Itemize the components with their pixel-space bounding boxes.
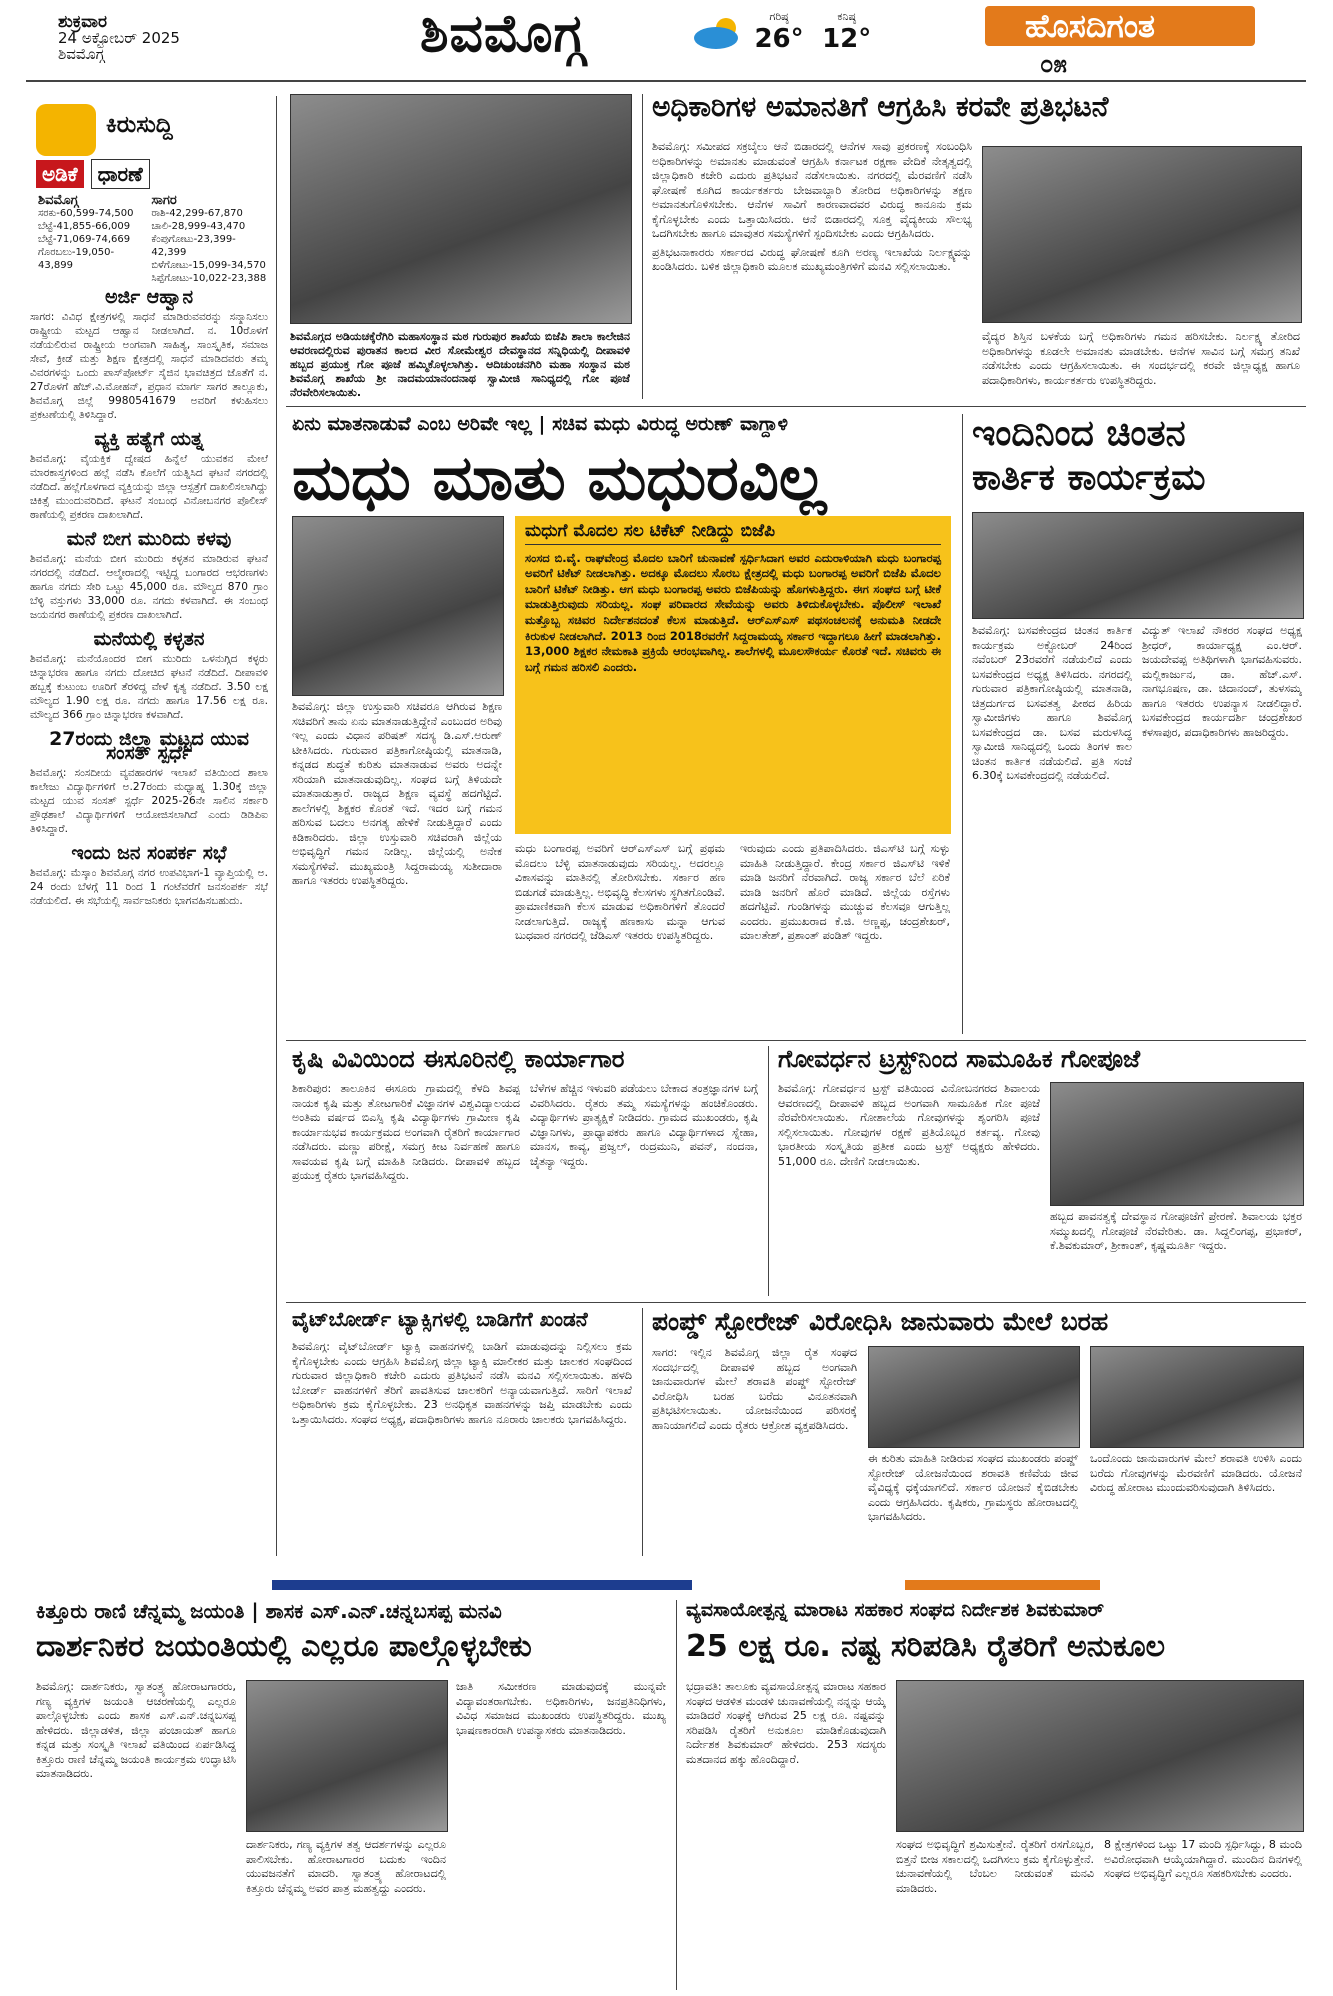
masthead-city: ಶಿವಮೊಗ್ಗ: [58, 45, 105, 63]
paper-name: ಹೊಸದಿಗಂತ: [985, 6, 1255, 46]
dharane-label: ಧಾರಣೆ: [91, 159, 150, 189]
vyavasaya-body-col1: ಭದ್ರಾವತಿ: ತಾಲೂಕು ವ್ಯವಸಾಯೋತ್ಪನ್ನ ಮಾರಾಟ ಸಹಕಾರ ಸಂಘದ ಆಡಳಿತ ಮಂಡಳಿ ಚುನಾವಣೆಯಲ್ಲಿ ನನ್ನನ್ನು ಆಯ್ಕೆ ಮಾಡಿದರೆ ಸಂಘಕ್ಕೆ ಆಗಿರುವ 25 ಲಕ್ಷ ರೂ. ನಷ್ಟವನ್ನು ಸರಿಪಡಿಸಿ ರೈತರಿಗೆ ಅನುಕೂಲ ಮಾಡಿಕೊಡುವುದಾಗಿ ನಿರ್ದೇಶಕ ಶಿವಕುಮಾರ್ ಹೇಳಿದರು. 253 ಸದಸ್ಯರು ಮತದಾನದ ಹಕ್ಕು ಹೊಂದಿದ್ದಾರೆ.: [686, 1680, 886, 1766]
brief-heading: ವ್ಯಕ್ತಿ ಹತ್ಯೆಗೆ ಯತ್ನ: [94, 428, 204, 450]
section-rule: [286, 406, 1306, 407]
pumped-headline: ಪಂಪ್ಡ್ ಸ್ಟೋರೇಜ್ ವಿರೋಧಿಸಿ ಜಾನುವಾರು ಮೇಲೆ ಬರಹ: [652, 1307, 1109, 1336]
price-row: ಕೆಂಪುಗೋಟು-23,399-42,399: [151, 234, 236, 258]
brief-heading: ಮನೆಯಲ್ಲಿ ಕಳ್ಳತನ: [93, 628, 205, 650]
chennamma-body-col2: ದಾರ್ಶನಿಕರು, ಗಣ್ಯ ವ್ಯಕ್ತಿಗಳ ತತ್ವ ಆದರ್ಶಗಳನ್ನು ಎಲ್ಲರೂ ಪಾಲಿಸಬೇಕು. ಹೋರಾಟಗಾರರ ಬದುಕು ಇಂದಿನ ಯುವಜನತೆಗೆ ಮಾದರಿ. ಸ್ವಾತಂತ್ರ್ಯ ಹೋರಾಟದಲ್ಲಿ ಕಿತ್ತೂರು ಚೆನ್ನಮ್ಮ ಅವರ ಪಾತ್ರ ಮಹತ್ವದ್ದು ಎಂದರು.: [246, 1838, 446, 1895]
col-rule: [962, 414, 963, 1034]
col-rule: [768, 1046, 769, 1296]
brief-text: ಶಿವಮೊಗ್ಗ: ಮನೆಯ ಬೀಗ ಮುರಿದು ಕಳ್ಳತನ ಮಾಡಿರುವ ಘಟನೆ ನಗರದಲ್ಲಿ ನಡೆದಿದೆ. ಆಲ್ಮೇರಾದಲ್ಲಿ ಇಟ್ಟಿದ್ದ ಬಂಗಾರದ ಆಭರಣಗಳು ಹಾಗೂ ನಗದು ಸೇರಿ ಒಟ್ಟು 45,000 ರೂ. ಮೌಲ್ಯದ 870 ಗ್ರಾಂ ಬೆಳ್ಳಿ ವಸ್ತುಗಳು 33,000 ರೂ. ನಗದು ಕಳವಾಗಿದೆ. ಈ ಸಂಬಂಧ ಜಯನಗರ ಠಾಣೆಯಲ್ಲಿ ಪ್ರಕರಣ ದಾಖಲಾಗಿದೆ.: [30, 553, 268, 621]
yellow-box-body: ಸಂಸದ ಬಿ.ವೈ. ರಾಘವೇಂದ್ರ ಮೊದಲ ಬಾರಿಗೆ ಚುನಾವಣೆ ಸ್ಪರ್ಧಿಸಿದಾಗ ಅವರ ಎದುರಾಳಿಯಾಗಿ ಮಧು ಬಂಗಾರಪ್ಪ ಅವರಿಗೆ ಟಿಕೆಟ್ ನೀಡಲಾಗಿತ್ತು. ಅದಕ್ಕೂ ಮೊದಲು ಸೊರಬ ಕ್ಷೇತ್ರದಲ್ಲಿ ಮಧು ಬಂಗಾರಪ್ಪ ಅವರಿಗೆ ಬಿಜೆಪಿ ಮೊದಲ ಬಾರಿಗೆ ಟಿಕೆಟ್ ನೀಡಿತ್ತು. ಆಗ ಮಧು ಬಂಗಾರಪ್ಪ ಅವರು ಬಿಜೆಪಿಯನ್ನು ಹೊಗಳುತ್ತಿದ್ದರು. ಈಗ ಸಂಘದ ಬಗ್ಗೆ ಟೀಕೆ ಮಾಡುತ್ತಿರುವುದು ಸರಿಯಲ್ಲ. ಸಂಘ ಪರಿವಾರದ ಸೇವೆಯನ್ನು ಅವರು ತಿಳಿದುಕೊಳ್ಳಬೇಕು. ಪೊಲೀಸ್ ಇಲಾಖೆ ಮತ್ತೊಬ್ಬ ಸಚಿವರ ನಿರ್ದೇಶನದಂತೆ ಕೆಲಸ ಮಾಡುತ್ತಿದೆ. ಆರ್‌ಎಸ್‌ಎಸ್ ಪಥಸಂಚಲನಕ್ಕೆ ಅನುಮತಿ ನೀಡದೇ ಕಿರುಕುಳ ನೀಡಲಾಗಿದೆ. 2013 ರಿಂದ 2018ರವರೆಗೆ ಸಿದ್ದರಾಮಯ್ಯ ಸರ್ಕಾರ ಇದ್ದಾಗಲೂ ಹೀಗೆ ಮಾಡಲಾಗಿತ್ತು. 13,000 ಶಿಕ್ಷಕರ ನೇಮಕಾತಿ ಪ್ರಕ್ರಿಯೆ ಆರಂಭವಾಗಿಲ್ಲ. ಶಾಲೆಗಳಲ್ಲಿ ಮೂಲಸೌಕರ್ಯ ಕೊರತೆ ಇದೆ. ಸಚಿವರು ಈ ಬಗ್ಗೆ ಗಮನ ಹರಿಸಲಿ ಎಂದರು.: [525, 550, 941, 674]
page-number: ೦೫: [1040, 50, 1067, 78]
go-puja-caption: ಶಿವಮೊಗ್ಗದ ಅಡಿಯಚಕ್ಕೆರೆಗಿರಿ ಮಹಾಸಂಸ್ಥಾನ ಮಠ ಗುರುಪುರ ಶಾಖೆಯ ಬಿಜೆಪಿ ಶಾಲಾ ಕಾಲೇಜಿನ ಆವರಣದಲ್ಲಿರುವ ಪುರಾತನ ಕಾಲದ ವೀರ ಸೋಮೇಶ್ವರ ದೇವಸ್ಥಾನದ ಸನ್ನಿಧಿಯಲ್ಲಿ ದೀಪಾವಳಿ ಹಬ್ಬದ ಪ್ರಯುಕ್ತ ಗೋ ಪೂಜೆ ಹಮ್ಮಿಕೊಳ್ಳಲಾಗಿತ್ತು. ಆದಿಚುಂಚನಗಿರಿ ಮಹಾ ಸಂಸ್ಥಾನ ಮಠ ಶಿವಮೊಗ್ಗ ಶಾಖೆಯ ಶ್ರೀ ನಾದಮಯಾನಂದನಾಥ ಸ್ವಾಮೀಜಿ ಸಾನಿಧ್ಯದಲ್ಲಿ ಗೋ ಪೂಜೆ ನೆರವೇರಿಸಲಾಯಿತು.: [290, 330, 630, 399]
agraha-headline: ಅಧಿಕಾರಿಗಳ ಅಮಾನತಿಗೆ ಆಗ್ರಹಿಸಿ ಕರವೇ ಪ್ರತಿಭಟನೆ: [652, 90, 1109, 123]
price-row: ರಾಶಿ-42,299-67,870: [151, 208, 243, 219]
jayanti-photo: [246, 1680, 448, 1832]
cow-photo-2: [1090, 1346, 1304, 1448]
kirusuddi-label: ಕಿರುಸುದ್ದಿ: [106, 112, 173, 138]
sidebar-rule: [276, 96, 277, 1556]
brief-text: ಶಿವಮೊಗ್ಗ: ವೈಯಕ್ತಿಕ ದ್ವೇಷದ ಹಿನ್ನೆಲೆ ಯುವಕನ ಮೇಲೆ ಮಾರಕಾಸ್ತ್ರಗಳಿಂದ ಹಲ್ಲೆ ನಡೆಸಿ ಕೊಲೆಗೆ ಯತ್ನಿಸಿದ ಘಟನೆ ನಗರದಲ್ಲಿ ನಡೆದಿದೆ. ಹಲ್ಲೆಗೊಳಗಾದ ವ್ಯಕ್ತಿಯನ್ನು ಜಿಲ್ಲಾ ಆಸ್ಪತ್ರೆಗೆ ದಾಖಲಿಸಲಾಗಿದ್ದು ಚಿಕಿತ್ಸೆ ಮುಂದುವರಿದಿದೆ. ಘಟನೆ ಸಂಬಂಧ ವಿನೋಬನಗರ ಪೊಲೀಸ್ ಠಾಣೆಯಲ್ಲಿ ಪ್ರಕರಣ ದಾಖಲಾಗಿದೆ.: [30, 453, 268, 521]
brief-heading: 27ರಂದು ಜಿಲ್ಲಾ ಮಟ್ಟದ ಯುವ ಸಂಸತ್ ಸ್ಪರ್ಧೆ: [49, 728, 249, 764]
election-photo: [896, 1680, 1304, 1832]
market-shivamogga: ಶಿವಮೊಗ್ಗ: [38, 193, 79, 208]
arecanut-prices: [36, 194, 271, 285]
max-temp-label: ಗರಿಷ್ಠ: [769, 10, 789, 23]
govardhana-body: ಶಿವಮೊಗ್ಗ: ಗೋವರ್ಧನ ಟ್ರಸ್ಟ್ ವತಿಯಿಂದ ವಿನೋಬನಗರದ ಶಿವಾಲಯ ಆವರಣದಲ್ಲಿ ದೀಪಾವಳಿ ಹಬ್ಬದ ಅಂಗವಾಗಿ ಸಾಮೂಹಿಕ ಗೋ ಪೂಜೆ ನೆರವೇರಿಸಲಾಯಿತು. ಗೋಶಾಲೆಯ ಗೋವುಗಳನ್ನು ಶೃಂಗರಿಸಿ ಪೂಜೆ ಸಲ್ಲಿಸಲಾಯಿತು. ಗೋವುಗಳ ರಕ್ಷಣೆ ಪ್ರತಿಯೊಬ್ಬರ ಕರ್ತವ್ಯ. ಗೋವು ಭಾರತೀಯ ಸಂಸ್ಕೃತಿಯ ಪ್ರತೀಕ ಎಂದು ಟ್ರಸ್ಟ್ ಅಧ್ಯಕ್ಷರು ಹೇಳಿದರು. 51,000 ರೂ. ದೇಣಿಗೆ ನೀಡಲಾಯಿತು.: [778, 1082, 1040, 1168]
vyavasaya-body-col2: ಸಂಘದ ಅಭಿವೃದ್ಧಿಗೆ ಶ್ರಮಿಸುತ್ತೇನೆ. ರೈತರಿಗೆ ರಸಗೊಬ್ಬರ, ಬಿತ್ತನೆ ಬೀಜ ಸಕಾಲದಲ್ಲಿ ಒದಗಿಸಲು ಕ್ರಮ ಕೈಗೊಳ್ಳುತ್ತೇನೆ. ಚುನಾವಣೆಯಲ್ಲಿ ಬೆಂಬಲ ನೀಡುವಂತೆ ಮನವಿ ಮಾಡಿದರು.: [896, 1838, 1094, 1895]
lead-kicker: ಏನು ಮಾತನಾಡುವೆ ಎಂಬ ಅರಿವೇ ಇಲ್ಲ | ಸಚಿವ ಮಧು ವಿರುದ್ಧ ಅರುಣ್ ವಾಗ್ದಾಳಿ: [292, 413, 788, 435]
vyavasaya-body-col3: 8 ಕ್ಷೇತ್ರಗಳಿಂದ ಒಟ್ಟು 17 ಮಂದಿ ಸ್ಪರ್ಧಿಸಿದ್ದು, 8 ಮಂದಿ ಅವಿರೋಧವಾಗಿ ಆಯ್ಕೆಯಾಗಿದ್ದಾರೆ. ಮುಂದಿನ ದಿನಗಳಲ್ಲಿ ಸಂಘದ ಅಭಿವೃದ್ಧಿಗೆ ಎಲ್ಲರೂ ಸಹಕರಿಸಬೇಕು ಎಂದರು.: [1104, 1838, 1302, 1880]
adike-label: ಅಡಿಕೆ: [36, 160, 84, 188]
price-row: ಸಿಪ್ಪೆಗೋಟು-10,022-23,388: [151, 273, 267, 284]
chennamma-body-col3: ಜಾತಿ ಸಮೀಕರಣ ಮಾಡುವುದಕ್ಕೆ ಮುನ್ನವೇ ವಿದ್ಯಾವಂತರಾಗಬೇಕು. ಅಧಿಕಾರಿಗಳು, ಜನಪ್ರತಿನಿಧಿಗಳು, ವಿವಿಧ ಸಮಾಜದ ಮುಖಂಡರು ಉಪಸ್ಥಿತರಿದ್ದರು. ಮುಖ್ಯ ಭಾಷಣಕಾರರಾಗಿ ಉಪನ್ಯಾಸಕರು ಮಾತನಾಡಿದರು.: [456, 1680, 666, 1737]
gopuja-photo: [1050, 1082, 1304, 1206]
price-row: ಸರಕು-60,599-74,500: [38, 208, 134, 219]
lead-headline: ಮಧು ಮಾತು ಮಧುರವಿಲ್ಲ: [292, 441, 827, 514]
section-bar-orange: [905, 1580, 1100, 1590]
yellow-sidebar-box: [515, 516, 951, 834]
vyavasaya-headline: 25 ಲಕ್ಷ ರೂ. ನಷ್ಟ ಸರಿಪಡಿಸಿ ರೈತರಿಗೆ ಅನುಕೂಲ: [686, 1629, 1166, 1664]
brief-heading: ಮನೆ ಬೀಗ ಮುರಿದು ಕಳವು: [66, 528, 232, 550]
pumped-body-col1: ಸಾಗರ: ಇಲ್ಲಿನ ಶಿವಮೊಗ್ಗ ಜಿಲ್ಲಾ ರೈತ ಸಂಘದ ಸಂದರ್ಭದಲ್ಲಿ ದೀಪಾವಳಿ ಹಬ್ಬದ ಅಂಗವಾಗಿ ಜಾನುವಾರುಗಳ ಮೇಲೆ ಶರಾವತಿ ಪಂಪ್ಡ್ ಸ್ಟೋರೇಜ್ ವಿರೋಧಿಸಿ ಬರಹ ಬರೆದು ವಿನೂತನವಾಗಿ ಪ್ರತಿಭಟಿಸಲಾಯಿತು. ಯೋಜನೆಯಿಂದ ಪರಿಸರಕ್ಕೆ ಹಾನಿಯಾಗಲಿದೆ ಎಂದು ರೈತರು ಆಕ್ರೋಶ ವ್ಯಕ್ತಪಡಿಸಿದರು.: [652, 1346, 857, 1432]
brief-text: ಸಾಗರ: ವಿವಿಧ ಕ್ಷೇತ್ರಗಳಲ್ಲಿ ಸಾಧನೆ ಮಾಡಿರುವವರನ್ನು ಸನ್ಮಾನಿಸಲು ರಾಷ್ಟ್ರೀಯ ಮಟ್ಟದ ಆಹ್ವಾನ ನೀಡಲಾಗಿದೆ. ನ. 10ರೊಳಗೆ ನಡೆಯಲಿರುವ ರಾಷ್ಟ್ರೀಯ ಅಂಗವಾಗಿ ಸಾಹಿತ್ಯ, ಸಾಂಸ್ಕೃತಿಕ, ಸಮಾಜ ಸೇವೆ, ಕ್ರೀಡೆ ಮತ್ತು ಶಿಕ್ಷಣ ಕ್ಷೇತ್ರದಲ್ಲಿ ಸಾಧನೆ ಮಾಡಿದವರು ತಮ್ಮ ವಿವರಗಳನ್ನು ಒಂದು ಪಾಸ್‌ಪೋರ್ಟ್ ಸೈಜಿನ ಭಾವಚಿತ್ರದ ಜೊತೆಗೆ ನ. 27ರೊಳಗೆ ಹೆಚ್.ವಿ.ಮೋಹನ್, ಪ್ರಧಾನ ಮಾರ್ಗ ಸಾಗರ ತಾಲ್ಲೂಕು, ಶಿವಮೊಗ್ಗ ಜಿಲ್ಲೆ 9980541679 ಅವರಿಗೆ ಕಳುಹಿಸಲು ಪ್ರಕಟಣೆಯಲ್ಲಿ ತಿಳಿಸಿದ್ದಾರೆ.: [30, 311, 268, 421]
lead-body-col1: ಶಿವಮೊಗ್ಗ: ಜಿಲ್ಲಾ ಉಸ್ತುವಾರಿ ಸಚಿವರೂ ಆಗಿರುವ ಶಿಕ್ಷಣ ಸಚಿವರಿಗೆ ತಾನು ಏನು ಮಾತನಾಡುತ್ತಿದ್ದೇನೆ ಎಂಬುದರ ಅರಿವು ಇಲ್ಲ ಎಂದು ವಿಧಾನ ಪರಿಷತ್ ಸದಸ್ಯ ಡಿ.ಎಸ್.ಅರುಣ್ ಟೀಕಿಸಿದರು. ಗುರುವಾರ ಪತ್ರಿಕಾಗೋಷ್ಠಿಯಲ್ಲಿ ಮಾತನಾಡಿ, ಕನ್ನಡದ ಶುದ್ಧತೆ ಕುರಿತು ಮಾತನಾಡುವ ಅವರು ಅದನ್ನೇ ಸರಿಯಾಗಿ ಮಾತನಾಡುವುದಿಲ್ಲ. ಸಂಘದ ಬಗ್ಗೆ ತಿಳಿಯದೇ ಮಾತನಾಡುತ್ತಾರೆ. ರಾಜ್ಯದ ಶಿಕ್ಷಣ ವ್ಯವಸ್ಥೆ ಹದಗೆಟ್ಟಿದೆ. ಶಾಲೆಗಳಲ್ಲಿ ಶಿಕ್ಷಕರ ಕೊರತೆ ಇದೆ. ಇದರ ಬಗ್ಗೆ ಗಮನ ಹರಿಸುವ ಬದಲು ಅನಗತ್ಯ ಹೇಳಿಕೆ ನೀಡುತ್ತಿದ್ದಾರೆ ಎಂದು ಕಿಡಿಕಾರಿದರು. ಜಿಲ್ಲಾ ಉಸ್ತುವಾರಿ ಸಚಿವರಾಗಿ ಜಿಲ್ಲೆಯ ಅಭಿವೃದ್ಧಿಗೆ ಗಮನ ನೀಡಿಲ್ಲ. ಜಿಲ್ಲೆಯಲ್ಲಿ ಅನೇಕ ಸಮಸ್ಯೆಗಳಿವೆ. ಮುಖ್ಯಮಂತ್ರಿ ಸಿದ್ದರಾಮಯ್ಯ ಸುಶೀದಾರಾ ಹಾಗೂ ಇತರರು ಉಪಸ್ಥಿತರಿದ್ದರು.: [292, 700, 502, 887]
price-row: ಗೊರಬಲು-19,050-43,899: [38, 247, 115, 271]
section-rule: [286, 1302, 1306, 1303]
pumped-body-col3: ಒಂದೊಂದು ಜಾನುವಾರುಗಳ ಮೇಲೆ ಶರಾವತಿ ಉಳಿಸಿ ಎಂದು ಬರೆದು ಗೋವುಗಳನ್ನು ಮೆರವಣಿಗೆ ಮಾಡಿದರು. ಯೋಜನೆ ವಿರುದ್ಧ ಹೋರಾಟ ಮುಂದುವರಿಸುವುದಾಗಿ ತಿಳಿಸಿದರು.: [1090, 1452, 1302, 1494]
agraha-text: ಶಿವಮೊಗ್ಗ: ಸಮೀಪದ ಸಕ್ರಬೈಲು ಆನೆ ಬಿಡಾರದಲ್ಲಿ ಆನೆಗಳ ಸಾವು ಪ್ರಕರಣಕ್ಕೆ ಸಂಬಂಧಿಸಿ ಅಧಿಕಾರಿಗಳನ್ನು ಅಮಾನತು ಮಾಡುವಂತೆ ಆಗ್ರಹಿಸಿ ಕರ್ನಾಟಕ ರಕ್ಷಣಾ ವೇದಿಕೆ ನೇತೃತ್ವದಲ್ಲಿ ಜಿಲ್ಲಾಧಿಕಾರಿ ಕಚೇರಿ ಎದುರು ಪ್ರತಿಭಟನೆ ನಡೆಸಲಾಯಿತು. ನಗರದಲ್ಲಿ ಮೆರವಣಿಗೆ ನಡೆಸಿ ಘೋಷಣೆ ಕೂಗಿದ ಕಾರ್ಯಕರ್ತರು ಬೇಜವಾಬ್ದಾರಿ ತೋರಿದ ಅಧಿಕಾರಿಗಳನ್ನು ತಕ್ಷಣ ಅಮಾನತುಗೊಳಿಸಬೇಕು. ಆನೆಗಳ ಸಾವಿಗೆ ಕಾರಣವಾದವರ ವಿರುದ್ಧ ಕಾನೂನು ಕ್ರಮ ಕೈಗೊಳ್ಳಬೇಕು ಎಂದು ಒತ್ತಾಯಿಸಿದರು. ಆನೆ ಬಿಡಾರದಲ್ಲಿ ಸೂಕ್ತ ವೈದ್ಯಕೀಯ ಸೌಲಭ್ಯ ಒದಗಿಸಬೇಕು ಹಾಗೂ ಮಾವುತರ ಸಮಸ್ಯೆಗಳಿಗೆ ಸ್ಪಂದಿಸಬೇಕು ಎಂದು ಆಗ್ರಹಿಸಿದರು.: [652, 140, 972, 240]
agraha-text-2: ಪ್ರತಿಭಟನಾಕಾರರು ಸರ್ಕಾರದ ವಿರುದ್ಧ ಘೋಷಣೆ ಕೂಗಿ ಅರಣ್ಯ ಇಲಾಖೆಯ ನಿರ್ಲಕ್ಷ್ಯವನ್ನು ಖಂಡಿಸಿದರು. ಬಳಿಕ ಜಿಲ್ಲಾಧಿಕಾರಿ ಮೂಲಕ ಮುಖ್ಯಮಂತ್ರಿಗಳಿಗೆ ಮನವಿ ಸಲ್ಲಿಸಲಾಯಿತು.: [652, 245, 972, 273]
masthead-date: 24 ಅಕ್ಟೋಬರ್ 2025: [58, 29, 180, 47]
masthead-day: ಶುಕ್ರವಾರ: [58, 12, 107, 32]
pointing-hand-icon: [36, 104, 96, 156]
masthead-date-block: [58, 14, 180, 62]
pumped-body-col2: ಈ ಕುರಿತು ಮಾಹಿತಿ ನೀಡಿರುವ ಸಂಘದ ಮುಖಂಡರು ಪಂಪ್ಡ್ ಸ್ಟೋರೇಜ್ ಯೋಜನೆಯಿಂದ ಶರಾವತಿ ಕಣಿವೆಯ ಜೀವ ವೈವಿಧ್ಯಕ್ಕೆ ಧಕ್ಕೆಯಾಗಲಿದೆ. ಸರ್ಕಾರ ಯೋಜನೆ ಕೈಬಿಡಬೇಕು ಎಂದು ಆಗ್ರಹಿಸಿದರು. ಕೃಷಿಕರು, ಗ್ರಾಮಸ್ಥರು ಹೋರಾಟದಲ್ಲಿ ಭಾಗವಹಿಸಿದರು.: [868, 1452, 1078, 1523]
lead-body-col3: ಇರುವುದು ಎಂದು ಪ್ರತಿಪಾದಿಸಿದರು. ಜಿಎಸ್‌ಟಿ ಬಗ್ಗೆ ಸುಳ್ಳು ಮಾಹಿತಿ ನೀಡುತ್ತಿದ್ದಾರೆ. ಕೇಂದ್ರ ಸರ್ಕಾರ ಜಿಎಸ್‌ಟಿ ಇಳಿಕೆ ಮಾಡಿ ಜನರಿಗೆ ನೆರವಾಗಿದೆ. ರಾಜ್ಯ ಸರ್ಕಾರ ಬೆಲೆ ಏರಿಕೆ ಮಾಡಿ ಜನರಿಗೆ ಹೊರೆ ಮಾಡಿದೆ. ಜಿಲ್ಲೆಯ ರಸ್ತೆಗಳು ಹದಗೆಟ್ಟಿವೆ. ಗುಂಡಿಗಳನ್ನು ಮುಚ್ಚುವ ಕೆಲಸವೂ ಆಗುತ್ತಿಲ್ಲ ಎಂದರು. ಪ್ರಮುಖರಾದ ಕೆ.ಜಿ. ಅಣ್ಣಪ್ಪ, ಚಂದ್ರಶೇಖರ್, ಮಾಲತೇಶ್, ಪ್ರಶಾಂತ್ ಪಂಡಿತ್ ಇದ್ದರು.: [740, 842, 950, 942]
price-row: ಬೆಟ್ಟೆ-71,069-74,669: [38, 234, 131, 245]
chintana-photo: [972, 512, 1304, 619]
cloud-sun-icon: [690, 14, 746, 50]
chennamma-body-col1: ಶಿವಮೊಗ್ಗ: ದಾರ್ಶನಿಕರು, ಸ್ವಾತಂತ್ರ್ಯ ಹೋರಾಟಗಾರರು, ಗಣ್ಯ ವ್ಯಕ್ತಿಗಳ ಜಯಂತಿ ಆಚರಣೆಯಲ್ಲಿ ಎಲ್ಲರೂ ಪಾಲ್ಗೊಳ್ಳಬೇಕು ಎಂದು ಶಾಸಕ ಎಸ್.ಎನ್.ಚನ್ನಬಸಪ್ಪ ಹೇಳಿದರು. ಜಿಲ್ಲಾಡಳಿತ, ಜಿಲ್ಲಾ ಪಂಚಾಯತ್ ಹಾಗೂ ಕನ್ನಡ ಮತ್ತು ಸಂಸ್ಕೃತಿ ಇಲಾಖೆ ವತಿಯಿಂದ ಏರ್ಪಡಿಸಿದ್ದ ಕಿತ್ತೂರು ರಾಣಿ ಚೆನ್ನಮ್ಮ ಜಯಂತಿ ಕಾರ್ಯಕ್ರಮ ಉದ್ಘಾಟಿಸಿ ಮಾತನಾಡಿದರು.: [36, 1680, 236, 1780]
brief-heading: ಅರ್ಜಿ ಆಹ್ವಾನ: [104, 290, 194, 308]
col-rule: [642, 1308, 643, 1556]
masthead-title: ಶಿವಮೊಗ್ಗ: [420, 4, 586, 64]
paper-logo: [985, 6, 1255, 78]
market-sagara: ಸಾಗರ: [151, 193, 177, 208]
govardhana-caption: ಹಬ್ಬದ ಪಾವನತ್ವಕ್ಕೆ ದೇವಸ್ಥಾನ ಗೋಪೂಜೆಗೆ ಪ್ರೇರಣೆ. ಶಿವಾಲಯ ಭಕ್ತರ ಸಮ್ಮುಖದಲ್ಲಿ ಗೋಪೂಜೆ ನೆರವೇರಿತು. ಡಾ. ಸಿದ್ದಲಿಂಗಪ್ಪ, ಪ್ರಭಾಕರ್, ಕೆ.ಶಿವಕುಮಾರ್, ಶ್ರೀಕಾಂತ್, ಕೃಷ್ಣಮೂರ್ತಿ ಇದ್ದರು.: [1050, 1210, 1302, 1252]
whiteboard-body: ಶಿವಮೊಗ್ಗ: ವೈಟ್‌ಬೋರ್ಡ್ ಟ್ಯಾಕ್ಸಿ ವಾಹನಗಳಲ್ಲಿ ಬಾಡಿಗೆ ಮಾಡುವುದನ್ನು ನಿಲ್ಲಿಸಲು ಕ್ರಮ ಕೈಗೊಳ್ಳಬೇಕು ಎಂದು ಆಗ್ರಹಿಸಿ ಶಿವಮೊಗ್ಗ ಜಿಲ್ಲಾ ಟ್ಯಾಕ್ಸಿ ಮಾಲೀಕರ ಮತ್ತು ಚಾಲಕರ ಸಂಘದಿಂದ ಗುರುವಾರ ಜಿಲ್ಲಾಧಿಕಾರಿ ಕಚೇರಿ ಎದುರು ಪ್ರತಿಭಟನೆ ನಡೆಸಿ ಮನವಿ ಸಲ್ಲಿಸಲಾಯಿತು. ಹಳದಿ ಬೋರ್ಡ್ ವಾಹನಗಳಿಗೆ ತೆರಿಗೆ ಪಾವತಿಸುವ ಚಾಲಕರಿಗೆ ಅನ್ಯಾಯವಾಗುತ್ತಿದೆ. ಸಾರಿಗೆ ಇಲಾಖೆ ಅಧಿಕಾರಿಗಳು ಕ್ರಮ ಕೈಗೊಳ್ಳಬೇಕು. 23 ಅನಧಿಕೃತ ವಾಹನಗಳನ್ನು ಜಪ್ತಿ ಮಾಡಬೇಕು ಎಂದು ಒತ್ತಾಯಿಸಿದರು. ಸಂಘದ ಅಧ್ಯಕ್ಷ, ಪದಾಧಿಕಾರಿಗಳು ಹಾಗೂ ನೂರಾರು ಚಾಲಕರು ಭಾಗವಹಿಸಿದ್ದರು.: [292, 1340, 632, 1426]
lead-body-col2: ಮಧು ಬಂಗಾರಪ್ಪ ಅವರಿಗೆ ಆರ್‌ಎಸ್‌ಎಸ್ ಬಗ್ಗೆ ಪ್ರಥಮ ಮೊದಲು ಬೆಳ್ಳಿ ಮಾತನಾಡುವುದು ಸರಿಯಲ್ಲ. ಅದರಲ್ಲೂ ವಿಕಾಸವನ್ನು ಮಾತಿನಲ್ಲಿ ತೋರಿಸಬೇಕು. ಸರ್ಕಾರ ಹಣ ಬಿಡುಗಡೆ ಮಾಡುತ್ತಿಲ್ಲ. ಅಭಿವೃದ್ಧಿ ಕೆಲಸಗಳು ಸ್ಥಗಿತಗೊಂಡಿವೆ. ಪ್ರಾಮಾಣಿಕವಾಗಿ ಕೆಲಸ ಮಾಡುವ ಅಧಿಕಾರಿಗಳಿಗೆ ತೊಂದರೆ ನೀಡಲಾಗುತ್ತಿದೆ. ರಾಜ್ಯಕ್ಕೆ ಹಣಕಾಸು ಮನ್ನಾ ಆಗುವ ಬುಧವಾರ ನಗರದಲ್ಲಿ ಜೆಡಿಎಸ್ ಇತರರು ಉಪಸ್ಥಿತರಿದ್ದರು.: [515, 842, 725, 942]
brief-text: ಶಿವಮೊಗ್ಗ: ಮೆಸ್ಕಾಂ ಶಿವಮೊಗ್ಗ ನಗರ ಉಪವಿಭಾಗ-1 ವ್ಯಾಪ್ತಿಯಲ್ಲಿ ಅ. 24 ರಂದು ಬೆಳಗ್ಗೆ 11 ರಿಂದ 1 ಗಂಟೆವರೆಗೆ ಜನಸಂಪರ್ಕ ಸಭೆ ನಡೆಯಲಿದೆ. ಈ ಸಭೆಯಲ್ಲಿ ಸಾರ್ವಜನಿಕರು ಭಾಗವಹಿಸಬಹುದು.: [30, 867, 268, 907]
kirusuddi-banner: [36, 104, 251, 154]
price-row: ಬಿಳೆಗೋಟು-15,099-34,570: [151, 260, 266, 271]
vyavasaya-kicker: ವ್ಯವಸಾಯೋತ್ಪನ್ನ ಮಾರಾಟ ಸಹಕಾರ ಸಂಘದ ನಿರ್ದೇಶಕ ಶಿವಕುಮಾರ್: [686, 1599, 1105, 1621]
chintana-body-col1: ಶಿವಮೊಗ್ಗ: ಬಸವಕೇಂದ್ರದ ಚಿಂತನ ಕಾರ್ತಿಕ ಕಾರ್ಯಕ್ರಮ ಅಕ್ಟೋಬರ್ 24ರಿಂದ ನವೆಂಬರ್ 23ರವರೆಗೆ ನಡೆಯಲಿದೆ ಎಂದು ಬಸವಕೇಂದ್ರದ ಅಧ್ಯಕ್ಷ ತಿಳಿಸಿದರು. ನಗರದಲ್ಲಿ ಗುರುವಾರ ಪತ್ರಿಕಾಗೋಷ್ಠಿಯಲ್ಲಿ ಮಾತನಾಡಿ, ಚಿತ್ರದುರ್ಗದ ಬಸವತತ್ವ ಪೀಠದ ಹಿರಿಯ ಸ್ವಾಮೀಜಿಗಳು ಹಾಗೂ ಶಿವಮೊಗ್ಗ ಬಸವಕೇಂದ್ರದ ಡಾ. ಬಸವ ಮರುಳಸಿದ್ಧ ಸ್ವಾಮೀಜಿ ಸಾನಿಧ್ಯದಲ್ಲಿ ಒಂದು ತಿಂಗಳ ಕಾಲ ಚಿಂತನ ಕಾರ್ತಿಕ ನಡೆಯಲಿದೆ. ಪ್ರತಿ ಸಂಜೆ 6.30ಕ್ಕೆ ಬಸವಕೇಂದ್ರದಲ್ಲಿ ನಡೆಯಲಿದೆ.: [972, 624, 1132, 782]
chintana-body-col2: ವಿದ್ಯುತ್ ಇಲಾಖೆ ನೌಕರರ ಸಂಘದ ಅಧ್ಯಕ್ಷ ಶ್ರೀಧರ್, ಕಾರ್ಯಾಧ್ಯಕ್ಷ ಎಂ.ಆರ್. ಜಯದೇವಪ್ಪ ಅತಿಥಿಗಳಾಗಿ ಭಾಗವಹಿಸುವರು. ಮಲ್ಲಿಕಾರ್ಜುನ, ಡಾ. ಹೆಚ್.ಎಸ್. ನಾಗಭೂಷಣ, ಡಾ. ಚಿದಾನಂದ್, ತುಳಸಮ್ಮ ಹಾಗೂ ಇತರರು ಉಪನ್ಯಾಸ ನೀಡಲಿದ್ದಾರೆ. ಬಸವಕೇಂದ್ರದ ಕಾರ್ಯದರ್ಶಿ ಚಂದ್ರಶೇಖರ ಕಳಸಾಪುರ, ಪದಾಧಿಕಾರಿಗಳು ಹಾಜರಿದ್ದರು.: [1142, 624, 1302, 739]
cow-photo-1: [868, 1346, 1080, 1448]
brief-heading: ಇಂದು ಜನ ಸಂಪರ್ಕ ಸಭೆ: [71, 842, 227, 864]
sidebar-briefs: [30, 290, 268, 1552]
section-rule: [286, 1040, 1306, 1041]
masthead-rule: [26, 80, 1306, 82]
brief-text: ಶಿವಮೊಗ್ಗ: ಸಂಸದೀಯ ವ್ಯವಹಾರಗಳ ಇಲಾಖೆ ವತಿಯಿಂದ ಶಾಲಾ ಕಾಲೇಜು ವಿದ್ಯಾರ್ಥಿಗಳಿಗೆ ಅ.27ರಂದು ಮಧ್ಯಾಹ್ನ 1.30ಕ್ಕೆ ಜಿಲ್ಲಾ ಮಟ್ಟದ ಯುವ ಸಂಸತ್ ಸ್ಪರ್ಧೆ 2025-26ನೇ ಸಾಲಿನ ಸರ್ಕಾರಿ ಪ್ರೌಢಶಾಲೆ ವಿದ್ಯಾರ್ಥಿಗಳಿಗೆ ಆಯೋಜಿಸಲಾಗಿದೆ ಎಂದು ಡಿಡಿಪಿಐ ತಿಳಿಸಿದ್ದಾರೆ.: [30, 767, 268, 835]
protest-photo: [982, 146, 1302, 323]
chennamma-headline: ದಾರ್ಶನಿಕರ ಜಯಂತಿಯಲ್ಲಿ ಎಲ್ಲರೂ ಪಾಲ್ಗೊಳ್ಳಬೇಕು: [36, 1629, 532, 1664]
go-puja-photo: [290, 94, 632, 324]
weather-block: [690, 10, 871, 54]
col-rule: [676, 1600, 677, 1990]
price-row: ಬೆಟ್ಟೆ-41,855-66,009: [38, 221, 131, 232]
krishi-body-col1: ಶಿಕಾರಿಪುರ: ತಾಲೂಕಿನ ಈಸೂರು ಗ್ರಾಮದಲ್ಲಿ ಕೆಳದಿ ಶಿವಪ್ಪ ನಾಯಕ ಕೃಷಿ ಮತ್ತು ತೋಟಗಾರಿಕೆ ವಿಜ್ಞಾನಗಳ ವಿಶ್ವವಿದ್ಯಾಲಯದ ಅಂತಿಮ ವರ್ಷದ ಬಿಎಸ್ಸಿ ಕೃಷಿ ವಿದ್ಯಾರ್ಥಿಗಳು ಗ್ರಾಮೀಣ ಕೃಷಿ ಕಾರ್ಯಾನುಭವ ಕಾರ್ಯಕ್ರಮದ ಅಂಗವಾಗಿ ರೈತರಿಗೆ ಕಾರ್ಯಾಗಾರ ನಡೆಸಿದರು. ಮಣ್ಣು ಪರೀಕ್ಷೆ, ಸಮಗ್ರ ಕೀಟ ನಿರ್ವಹಣೆ ಹಾಗೂ ಸಾವಯವ ಕೃಷಿ ಬಗ್ಗೆ ಮಾಹಿತಿ ನೀಡಿದರು. ದೀಪಾವಳಿ ಹಬ್ಬದ ಪ್ರಯುಕ್ತ ರೈತರು ಭಾಗವಹಿಸಿದ್ದರು.: [292, 1082, 520, 1182]
press-meet-photo: [292, 516, 504, 696]
min-temp: 12°: [822, 24, 872, 54]
adike-dharane-heading: [36, 162, 150, 186]
brief-text: ಶಿವಮೊಗ್ಗ: ಮನೆಯೊಂದರ ಬೀಗ ಮುರಿದು ಒಳನುಗ್ಗಿದ ಕಳ್ಳರು ಚಿನ್ನಾಭರಣ ಹಾಗೂ ನಗದು ದೋಚಿದ ಘಟನೆ ನಡೆದಿದೆ. ದೀಪಾವಳಿ ಹಬ್ಬಕ್ಕೆ ಕುಟುಂಬ ಊರಿಗೆ ತೆರಳಿದ್ದ ವೇಳೆ ಕೃತ್ಯ ನಡೆದಿದೆ. 3.50 ಲಕ್ಷ ಮೌಲ್ಯದ 1.90 ಲಕ್ಷ ರೂ. ನಗದು ಹಾಗೂ 17.56 ಲಕ್ಷ ರೂ. ಮೌಲ್ಯದ 366 ಗ್ರಾಂ ಚಿನ್ನಾಭರಣ ಕಳವಾಗಿದೆ.: [30, 653, 268, 721]
krishi-headline: ಕೃಷಿ ವಿವಿಯಿಂದ ಈಸೂರಿನಲ್ಲಿ ಕಾರ್ಯಾಗಾರ: [292, 1045, 625, 1073]
krishi-body-col2: ಬೆಳೆಗಳ ಹೆಚ್ಚಿನ ಇಳುವರಿ ಪಡೆಯಲು ಬೇಕಾದ ತಂತ್ರಜ್ಞಾನಗಳ ಬಗ್ಗೆ ವಿವರಿಸಿದರು. ರೈತರು ತಮ್ಮ ಸಮಸ್ಯೆಗಳನ್ನು ಹಂಚಿಕೊಂಡರು. ವಿದ್ಯಾರ್ಥಿಗಳು ಪ್ರಾತ್ಯಕ್ಷಿಕೆ ನೀಡಿದರು. ಗ್ರಾಮದ ಮುಖಂಡರು, ಕೃಷಿ ವಿಜ್ಞಾನಿಗಳು, ಪ್ರಾಧ್ಯಾಪಕರು ಹಾಗೂ ವಿದ್ಯಾರ್ಥಿಗಳಾದ ಸ್ನೇಹಾ, ಮಾನಸ, ಕಾವ್ಯ, ಪ್ರಜ್ವಲ್, ರುದ್ರಮುನಿ, ಪವನ್, ನಂದನಾ, ಚೈತನ್ಯಾ ಇದ್ದರು.: [530, 1082, 758, 1168]
section-bar-blue: [272, 1580, 692, 1590]
yellow-box-title: ಮಧುಗೆ ಮೊದಲ ಸಲ ಟಿಕೆಟ್ ನೀಡಿದ್ದು ಬಿಜೆಪಿ: [525, 524, 941, 545]
chintana-headline-1: ಇಂದಿನಿಂದ ಚಿಂತನ: [972, 413, 1186, 454]
price-row: ಚಾಲಿ-28,999-43,470: [151, 221, 246, 232]
govardhana-headline: ಗೋವರ್ಧನ ಟ್ರಸ್ಟ್‌ನಿಂದ ಸಾಮೂಹಿಕ ಗೋಪೂಜೆ: [778, 1045, 1141, 1073]
agraha-body-col1: [652, 140, 972, 402]
agraha-caption: ವೈದ್ಯರ ಶಿಸ್ತಿನ ಬಳಕೆಯ ಬಗ್ಗೆ ಅಧಿಕಾರಿಗಳು ಗಮನ ಹರಿಸಬೇಕು. ನಿರ್ಲಕ್ಷ್ಯ ತೋರಿದ ಅಧಿಕಾರಿಗಳನ್ನು ಕೂಡಲೇ ಅಮಾನತು ಮಾಡಬೇಕು. ಆನೆಗಳ ಸಾವಿನ ಬಗ್ಗೆ ಸಮಗ್ರ ತನಿಖೆ ನಡೆಸಬೇಕು ಎಂದು ಆಗ್ರಹಿಸಲಾಯಿತು. ಈ ಸಂದರ್ಭದಲ್ಲಿ ಕರವೇ ಜಿಲ್ಲಾಧ್ಯಕ್ಷ ಹಾಗೂ ಪದಾಧಿಕಾರಿಗಳು, ಕಾರ್ಯಕರ್ತರು ಉಪಸ್ಥಿತರಿದ್ದರು.: [982, 330, 1300, 387]
min-temp-label: ಕನಿಷ್ಠ: [837, 10, 856, 23]
chennamma-kicker: ಕಿತ್ತೂರು ರಾಣಿ ಚೆನ್ನಮ್ಮ ಜಯಂತಿ | ಶಾಸಕ ಎಸ್.ಎನ್.ಚನ್ನಬಸಪ್ಪ ಮನವಿ: [36, 1599, 502, 1623]
max-temp: 26°: [754, 24, 804, 54]
chintana-headline-2: ಕಾರ್ತಿಕ ಕಾರ್ಯಕ್ರಮ: [972, 457, 1206, 498]
whiteboard-headline: ವೈಟ್‌ಬೋರ್ಡ್ ಟ್ಯಾಕ್ಸಿಗಳಲ್ಲಿ ಬಾಡಿಗೆಗೆ ಖಂಡನೆ: [292, 1307, 588, 1331]
col-rule: [642, 94, 643, 399]
